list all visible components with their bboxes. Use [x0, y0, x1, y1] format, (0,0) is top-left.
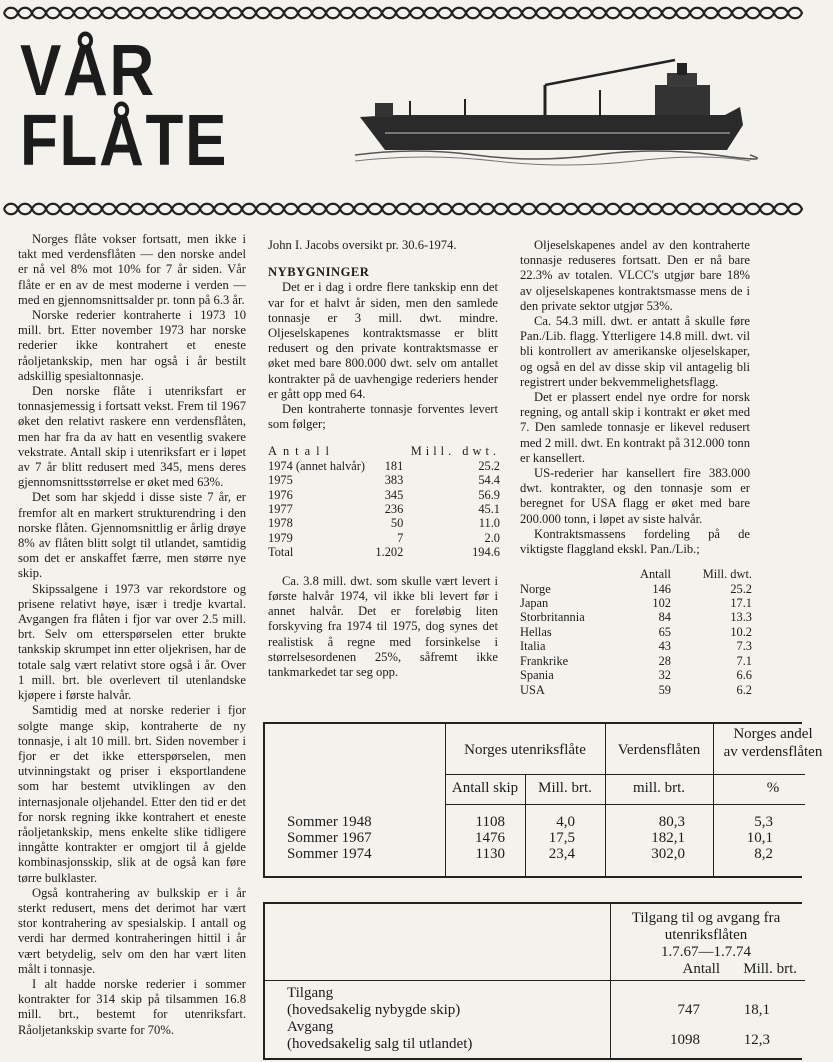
paragraph: Den kontraherte tonnasje forventes levert som følger; — [268, 402, 498, 432]
table-row — [268, 516, 500, 530]
column-3 — [520, 238, 750, 697]
source-note: John I. Jacobs oversikt pr. 30.6-1974. — [268, 238, 457, 252]
subheader-world-brt: mill. brt. — [632, 780, 686, 796]
table-cell: 2.0 — [484, 530, 500, 545]
page-title — [20, 31, 229, 181]
table-row — [268, 473, 500, 487]
table-cell: 6.2 — [736, 682, 752, 697]
table-row — [520, 625, 752, 639]
fleet-change-table — [263, 902, 802, 1060]
table-cell: 236 — [384, 502, 404, 517]
table-cell: 59 — [658, 682, 671, 697]
column-2 — [268, 238, 498, 680]
table-header: Mill. dwt. — [410, 444, 500, 459]
table-cell: Frankrike — [520, 653, 569, 668]
paragraph: Kontraktsmassens fordeling på de viktigste flaggland ekskl. Pan./Lib.; — [520, 526, 750, 557]
table-cell: Italia — [520, 639, 546, 654]
table-cell: 1.202 — [375, 545, 404, 560]
table-cell: 10,1 — [746, 830, 773, 846]
table-cell: 7 — [397, 530, 404, 545]
table-cell: 80,3 — [658, 814, 685, 830]
table-cell: 8,2 — [754, 846, 773, 862]
table-cell: Storbritannia — [520, 610, 585, 625]
table-cell: 1476 — [475, 830, 505, 846]
table-cell: 4,0 — [556, 814, 575, 830]
table-cell: 6.6 — [736, 668, 752, 683]
table-header: Antall — [640, 567, 671, 582]
table-cell: 383 — [384, 473, 404, 488]
table-cell: 302,0 — [651, 846, 685, 862]
table-cell: 32 — [658, 668, 671, 683]
table-header-row — [268, 444, 500, 458]
subheader-percent: % — [766, 780, 780, 796]
table-cell: 182,1 — [651, 830, 685, 846]
table-row — [520, 596, 752, 610]
table-row — [268, 545, 500, 559]
table-cell: 28 — [658, 653, 671, 668]
table-cell: 1108 — [475, 814, 505, 830]
paragraph: Også kontrahering av bulkskip er i år sterkt redusert, mens det derimot har vært stor kontrahering av spesialskip. I antall og verdi har dermed kontraheringen hittil i år vært betydelig, selv om den har vært liten målt i tonnasje. — [18, 885, 246, 976]
rope-border-top — [4, 5, 796, 21]
table-cell: 23,4 — [548, 846, 575, 862]
row-sublabel: (hovedsakelig salg til utlandet) — [287, 1036, 473, 1052]
paragraph: Oljeselskapenes andel av den kontraherte tonnasje reduseres fortsatt. Den er nå bare 22.3% av totalen. VLCC's utgjør bare 18% av oljeselskapenes kontraktsmasse mens de i den private sektor utgjør 53%. — [520, 238, 750, 313]
table-row — [268, 488, 500, 502]
table-cell: 12,3 — [743, 1032, 770, 1048]
row-sublabel: (hovedsakelig nybygde skip) — [287, 1002, 461, 1018]
table-cell: 17.1 — [730, 596, 752, 611]
table-header-row — [520, 567, 752, 581]
table-cell: 25.2 — [478, 458, 500, 473]
table-cell: 17,5 — [548, 830, 575, 846]
delivery-table — [268, 444, 500, 559]
table-cell: 65 — [658, 624, 671, 639]
table-row-label: Sommer 1948 — [287, 814, 372, 830]
table-cell: USA — [520, 682, 545, 697]
tanker-ship-illustration — [355, 55, 750, 165]
table-cell: 345 — [384, 487, 404, 502]
table-cell: Hellas — [520, 624, 552, 639]
table-cell: 1978 — [268, 516, 293, 531]
table-cell: 10.2 — [730, 624, 752, 639]
table-cell: 1130 — [475, 846, 505, 862]
subheader-brt: Mill. brt. — [538, 780, 592, 796]
paragraph: Det er plassert endel nye ordre for norsk regning, og antall skip i kontrakt er øket med 7. Den samlede tonnasje er likevel redusert med 2 mill. dwt. En kontrakt på 312.000 tonn er kansellert. — [520, 390, 750, 465]
table-cell: 1974 (annet halvår) — [268, 458, 366, 473]
table-cell: 1975 — [268, 473, 293, 488]
table-cell: 7.1 — [736, 653, 752, 668]
paragraph: Ca. 54.3 mill. dwt. er antatt å skulle føre Pan./Lib. flagg. Ytterligere 14.8 mill. dwt. vil bli kontrollert av amerikanske oljeselskaper, og også en del av disse skip vil antagelig bli registrert under bekvemmelighetsflagg. — [520, 314, 750, 389]
table-cell: 54.4 — [478, 473, 500, 488]
table-row — [520, 683, 752, 697]
subheader-count: Antall — [682, 961, 720, 977]
paragraph: Ca. 3.8 mill. dwt. som skulle vært levert i første halvår 1974, vil ikke bli levert før i annet halvår. Det er foreløbig liten forskyving fra 1974 til 1975, dog synes det realistisk å regne med forsinkelse i størrelsesordenen 25%, såfremt ikke tankmarkedet tar seg opp. — [268, 573, 498, 679]
paragraph: Norske rederier kontraherte i 1973 10 mill. brt. Etter november 1973 har norske rederier ikke kontrahert et eneste råoljetankskip, men har også i år bestilt adskillig spesialtonnasje. — [18, 308, 246, 383]
flag-distribution-table — [520, 567, 752, 697]
table-row — [520, 639, 752, 653]
table-header: Mill. dwt. — [702, 567, 752, 582]
table-cell: 1977 — [268, 502, 293, 517]
table-cell: 102 — [652, 596, 671, 611]
table-cell: Total — [268, 545, 294, 560]
table-row-label: Sommer 1967 — [287, 830, 372, 846]
table-row — [268, 502, 500, 516]
subheader-ship-count: Antall skip — [451, 780, 519, 796]
table-cell: 11.0 — [478, 516, 500, 531]
table-cell: 1098 — [670, 1032, 700, 1048]
table-cell: 146 — [652, 581, 671, 596]
paragraph: Samtidig med at norske rederier i fjor solgte mange skip, kontraherte de ny tonnasje, i alt 10 mill. brt. Siden november i fjor er det ikke etterspørselen, men utvinningstakt og priser i eksportlandene som har bestemt utviklingen av den internasjonale oljehandel. Etter den tid er det for norsk regning ikke kontrahert et eneste råoljetankskip, mens enkelte slike tidligere inngåtte kontrakter er omgjort til å gjelde kombinasjonsskip, slik at de også kan føre tørre bulklaster. — [18, 703, 246, 885]
table-cell: 1979 — [268, 530, 293, 545]
table-row-label: Sommer 1974 — [287, 846, 372, 862]
table-row — [268, 531, 500, 545]
table-cell: 43 — [658, 639, 671, 654]
table-cell: 13.3 — [730, 610, 752, 625]
table-cell: 7.3 — [736, 639, 752, 654]
table-row — [520, 610, 752, 624]
table-row — [268, 459, 500, 473]
table-cell: Spania — [520, 668, 554, 683]
table-cell: 50 — [390, 516, 404, 531]
table-row — [520, 668, 752, 682]
title-line-2: FLÅTE — [20, 101, 229, 181]
table-cell: Norge — [520, 581, 551, 596]
period-label: 1.7.67—1.7.74 — [661, 944, 751, 960]
table-cell: 1976 — [268, 487, 293, 502]
section-heading: NYBYGNINGER — [268, 265, 370, 280]
column-header-norway-share: av verdensflåten — [723, 744, 823, 760]
row-label-avgang: Avgang — [287, 1019, 334, 1035]
table-cell: 747 — [677, 1002, 700, 1018]
column-header-norway-share: Norges andel — [733, 726, 813, 742]
column-header-norway-fleet: Norges utenriksflåte — [464, 742, 586, 758]
table-cell: Japan — [520, 596, 549, 611]
table-cell: 84 — [658, 610, 671, 625]
table-row — [520, 654, 752, 668]
paragraph: Den norske flåte i utenriksfart er tonnasjemessig i fortsatt vekst. Frem til 1967 øket den relativt raskere enn verdensflåten, men har fra da av hatt en vesentlig svakere vekstrate. Antall skip i utenriksfart er i løpet av 7 år blitt redusert med 345, mens deres gjennomsnittsstørrelse er øket med 63%. — [18, 384, 246, 490]
column-header-changes: utenriksflåten — [664, 927, 748, 943]
table-cell: 194.6 — [472, 545, 500, 560]
column-header-changes: Tilgang til og avgang fra — [631, 910, 781, 926]
paragraph: I alt hadde norske rederier i sommer kontrakter for 314 skip på tilsammen 16.8 mill. brt., bestemt for utenriksfart. Råoljetankskip svarte for 70%. — [18, 976, 246, 1037]
subheader-brt: Mill. brt. — [743, 961, 797, 977]
table-row — [520, 582, 752, 596]
fleet-comparison-table — [263, 722, 823, 878]
table-header: Antall — [268, 444, 335, 459]
table-cell: 181 — [384, 458, 404, 473]
table-cell: 56.9 — [478, 487, 500, 502]
paragraph: Det som har skjedd i disse siste 7 år, er fremfor alt en markert strukturendring i den norske flåten. Gjennomsnittlig er årlig drøye 8% av flåten blitt solgt til utlandet, samtidig som det er anskaffet færre, men større nye skip. — [18, 490, 246, 581]
table-cell: 5,3 — [754, 814, 773, 830]
paragraph: Skipssalgene i 1973 var rekordstore og prisene relativt høye, især i tredje kvartal. Avgangen fra flåten i fjor var over 2.5 mill. brt. Selv om etterspørselen etter brukte tankskip skrumpet inn etter oljekrisen, har de totale salg vært relativt store også i år. Over 1 mill. brt. ble overlevert til utenlandske kjøpere i første halvår. — [18, 581, 246, 703]
paragraph: Det er i dag i ordre flere tankskip enn det var for et halvt år siden, men den samlede tonnasje er 3 mill. dwt. mindre. Oljeselskapenes kontraktsmasse er blitt redusert og den private kontraktsmasse er øket med bare 800.000 dwt. selv om antallet kontrakter på de uavhengige rederiers hender er gått opp med 64. — [268, 280, 498, 401]
table-cell: 25.2 — [730, 581, 752, 596]
title-line-1: VÅR — [20, 31, 156, 111]
table-cell: 45.1 — [478, 502, 500, 517]
paragraph: US-rederier har kansellert fire 383.000 dwt. kontrakter, og den tonnasje som er beregnet for USA flagg er øket med bare 200.000 tonn, i løpet av siste halvår. — [520, 466, 750, 526]
column-header-world-fleet: Verdensflåten — [617, 742, 701, 758]
table-cell: 18,1 — [743, 1002, 770, 1018]
rope-border-bottom — [4, 201, 796, 217]
column-1 — [18, 232, 246, 1038]
paragraph: Norges flåte vokser fortsatt, men ikke i takt med verdensflåten — den norske andel er nå vel 8% mot 10% for 7 år siden. Vår flåte er en av de mest moderne i verden — med en gjennomsnittsalder pr. tonn på 6.3 år. — [18, 232, 246, 307]
row-label-tilgang: Tilgang — [287, 985, 334, 1001]
